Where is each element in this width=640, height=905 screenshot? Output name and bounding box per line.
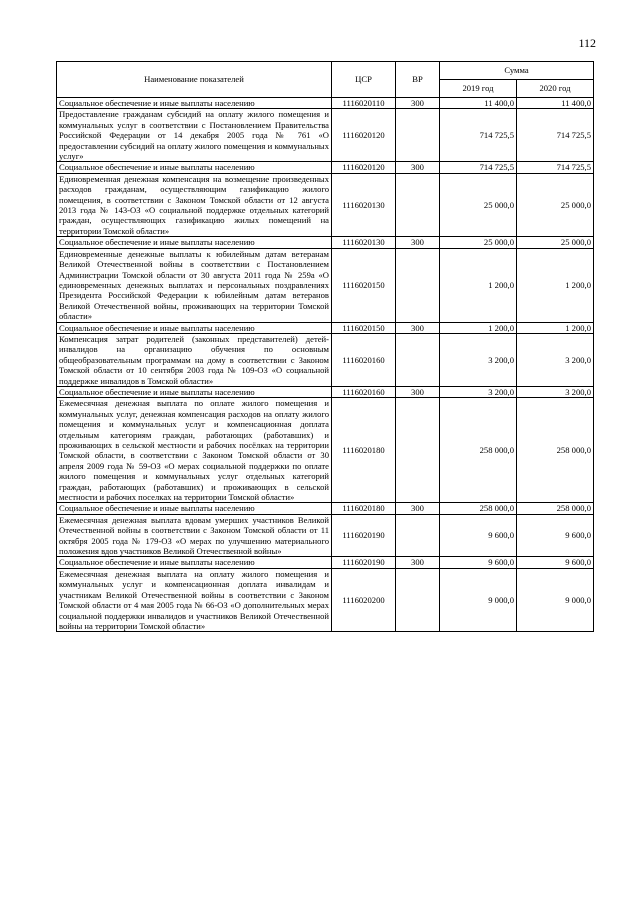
row-csr-cell: 1116020160: [332, 386, 396, 397]
row-sum-2019-cell: 714 725,5: [440, 162, 517, 173]
row-sum-2019-cell: 1 200,0: [440, 248, 517, 322]
row-name-cell: Ежемесячная денежная выплата на оплату жилого помещения и коммунальных услуг и компенсационная доплата инвалидам и участникам Великой Отечественной войны в соответствии с Законом Томской области от 4 мая 2005 года № 66-ОЗ «О дополнительных мерах социальной поддержки инвалидов и участников Великой Отечественной войны на территории Томской области»: [57, 568, 332, 631]
row-csr-cell: 1116020150: [332, 322, 396, 333]
row-vr-cell: 300: [396, 386, 440, 397]
row-sum-2020-cell: 258 000,0: [517, 398, 594, 503]
header-year-2019: 2019 год: [440, 80, 517, 98]
row-sum-2020-cell: 1 200,0: [517, 248, 594, 322]
row-vr-cell: [396, 398, 440, 503]
row-sum-2020-cell: 11 400,0: [517, 98, 594, 109]
row-vr-cell: 300: [396, 322, 440, 333]
header-vr: ВР: [396, 62, 440, 98]
row-name-cell: Социальное обеспечение и иные выплаты населению: [57, 237, 332, 248]
row-name-cell: Компенсация затрат родителей (законных представителей) детей-инвалидов на организацию обучения по основным общеобразовательным программам на дому в соответствии с Законом Томской области от 10 сентября 2003 года № 109-ОЗ «О социальной поддержке инвалидов в Томской области»: [57, 333, 332, 386]
row-csr-cell: 1116020180: [332, 503, 396, 514]
row-sum-2020-cell: 3 200,0: [517, 333, 594, 386]
table-row: [57, 322, 594, 333]
table-row: [57, 568, 594, 631]
row-csr-cell: 1116020190: [332, 514, 396, 557]
row-sum-2020-cell: 9 000,0: [517, 568, 594, 631]
table-row: [57, 333, 594, 386]
row-vr-cell: 300: [396, 557, 440, 568]
row-vr-cell: 300: [396, 98, 440, 109]
row-sum-2019-cell: 9 000,0: [440, 568, 517, 631]
row-vr-cell: [396, 333, 440, 386]
page-number: 112: [578, 36, 596, 50]
table-body: [57, 98, 594, 632]
row-vr-cell: [396, 173, 440, 236]
row-csr-cell: 1116020190: [332, 557, 396, 568]
table-row: [57, 514, 594, 557]
table-row: [57, 248, 594, 322]
row-sum-2019-cell: 25 000,0: [440, 173, 517, 236]
header-name: Наименование показателей: [57, 62, 332, 98]
row-sum-2020-cell: 258 000,0: [517, 503, 594, 514]
row-csr-cell: 1116020130: [332, 173, 396, 236]
row-name-cell: Социальное обеспечение и иные выплаты населению: [57, 98, 332, 109]
row-name-cell: Социальное обеспечение и иные выплаты населению: [57, 162, 332, 173]
row-csr-cell: 1116020110: [332, 98, 396, 109]
header-year-2020: 2020 год: [517, 80, 594, 98]
row-sum-2020-cell: 1 200,0: [517, 322, 594, 333]
row-sum-2020-cell: 714 725,5: [517, 109, 594, 162]
row-csr-cell: 1116020160: [332, 333, 396, 386]
row-sum-2019-cell: 258 000,0: [440, 398, 517, 503]
row-sum-2019-cell: 1 200,0: [440, 322, 517, 333]
row-name-cell: Ежемесячная денежная выплата по оплате жилого помещения и коммунальных услуг, денежная компенсация расходов на оплату жилого помещения и коммунальных услуг и компенсационная доплата отдельным категориям граждан, работающих (работавших) и проживающих в сельской местности и рабочих посёлках на территории Томской области, в соответствии с Законом Томской области от 30 апреля 2009 года № 59-ОЗ «О мерах социальной поддержки по оплате жилого помещения и коммунальных услуг отдельных категорий граждан, работающих (работавших) и проживающих в сельской местности и рабочих поселках на территории Томской области»: [57, 398, 332, 503]
row-sum-2020-cell: 9 600,0: [517, 514, 594, 557]
header-csr: ЦСР: [332, 62, 396, 98]
row-vr-cell: 300: [396, 162, 440, 173]
table-row: [57, 237, 594, 248]
row-vr-cell: [396, 514, 440, 557]
table-row: [57, 386, 594, 397]
row-name-cell: Социальное обеспечение и иные выплаты населению: [57, 322, 332, 333]
row-sum-2019-cell: 3 200,0: [440, 386, 517, 397]
row-csr-cell: 1116020180: [332, 398, 396, 503]
header-sum: Сумма: [440, 62, 594, 80]
row-sum-2020-cell: 9 600,0: [517, 557, 594, 568]
row-csr-cell: 1116020200: [332, 568, 396, 631]
table-row: [57, 98, 594, 109]
row-name-cell: Ежемесячная денежная выплата вдовам умерших участников Великой Отечественной войны в соответствии с Законом Томской области от 11 октября 2005 года № 179-ОЗ «О мерах по улучшению материального положения вдов участников Великой Отечественной войны»: [57, 514, 332, 557]
table-row: [57, 173, 594, 236]
row-name-cell: Социальное обеспечение и иные выплаты населению: [57, 503, 332, 514]
budget-table: [56, 61, 594, 632]
row-sum-2020-cell: 3 200,0: [517, 386, 594, 397]
row-vr-cell: [396, 109, 440, 162]
row-name-cell: Единовременные денежные выплаты к юбилейным датам ветеранам Великой Отечественной войны в соответствии с Постановлением Администрации Томской области от 30 августа 2011 года № 259а «О единовременных денежных выплатах и персональных поздравлениях Президента Российской Федерации к юбилейным датам ветеранов Великой Отечественной войны, проживающих на территории Томской области»: [57, 248, 332, 322]
row-name-cell: Единовременная денежная компенсация на возмещение произведенных расходов гражданам, осуществляющим газификацию жилого помещения, в соответствии с Законом Томской области от 12 августа 2013 года № 143-ОЗ «О социальной поддержке отдельных категорий граждан, осуществляющих газификацию жилых помещений на территории Томской области»: [57, 173, 332, 236]
row-csr-cell: 1116020150: [332, 248, 396, 322]
row-sum-2020-cell: 25 000,0: [517, 173, 594, 236]
row-sum-2019-cell: 258 000,0: [440, 503, 517, 514]
table-row: [57, 109, 594, 162]
table-row: [57, 162, 594, 173]
row-csr-cell: 1116020120: [332, 109, 396, 162]
row-sum-2019-cell: 9 600,0: [440, 514, 517, 557]
row-sum-2020-cell: 25 000,0: [517, 237, 594, 248]
row-name-cell: Социальное обеспечение и иные выплаты населению: [57, 386, 332, 397]
row-sum-2019-cell: 9 600,0: [440, 557, 517, 568]
row-csr-cell: 1116020130: [332, 237, 396, 248]
table-row: [57, 503, 594, 514]
row-vr-cell: 300: [396, 503, 440, 514]
row-sum-2019-cell: 25 000,0: [440, 237, 517, 248]
row-sum-2019-cell: 714 725,5: [440, 109, 517, 162]
row-name-cell: Социальное обеспечение и иные выплаты населению: [57, 557, 332, 568]
row-vr-cell: [396, 248, 440, 322]
row-sum-2019-cell: 3 200,0: [440, 333, 517, 386]
table-row: [57, 398, 594, 503]
row-sum-2019-cell: 11 400,0: [440, 98, 517, 109]
row-vr-cell: 300: [396, 237, 440, 248]
table-row: [57, 557, 594, 568]
row-sum-2020-cell: 714 725,5: [517, 162, 594, 173]
row-name-cell: Предоставление гражданам субсидий на оплату жилого помещения и коммунальных услуг в соответствии с Постановлением Правительства Российской Федерации от 14 декабря 2005 года № 761 «О предоставлении субсидий на оплату жилого помещения и коммунальных услуг»: [57, 109, 332, 162]
row-csr-cell: 1116020120: [332, 162, 396, 173]
row-vr-cell: [396, 568, 440, 631]
